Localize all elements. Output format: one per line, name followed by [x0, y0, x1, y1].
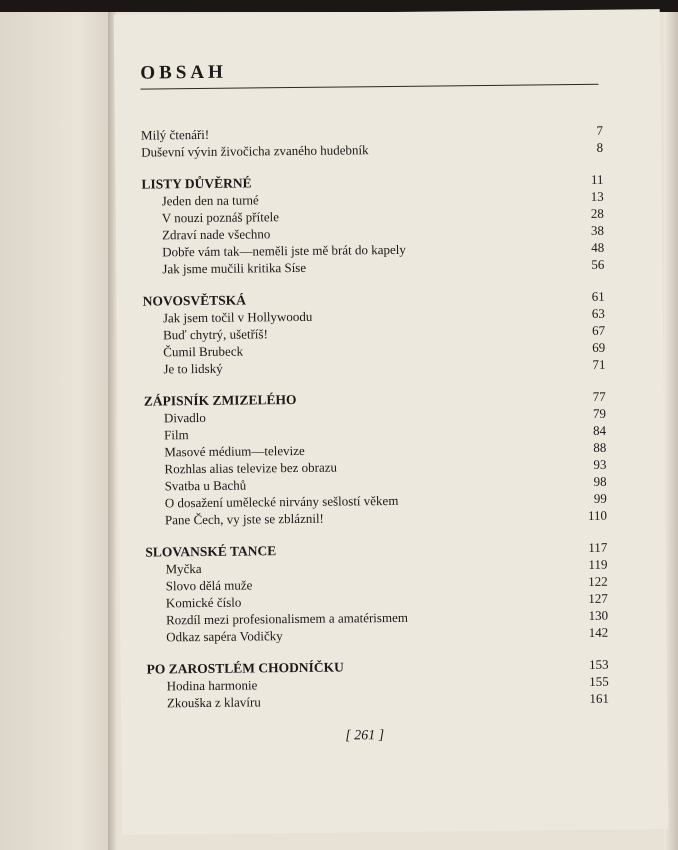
toc-page-number: 77 — [592, 388, 606, 404]
toc-section — [143, 288, 606, 378]
toc-page-number: 13 — [590, 188, 604, 204]
toc-heading-title: SLOVANSKÉ TANCE — [145, 543, 277, 560]
toc-page-number: 67 — [591, 322, 606, 338]
toc-page-number: 38 — [590, 222, 605, 238]
toc-section — [141, 171, 604, 278]
toc-page-number: 98 — [593, 473, 607, 489]
contents-page — [114, 9, 669, 835]
table-of-contents — [141, 122, 609, 727]
toc-page-number: 117 — [588, 539, 608, 555]
toc-page-number: 142 — [588, 624, 609, 640]
toc-entry — [142, 256, 604, 278]
toc-section — [145, 539, 608, 646]
toc-entry-title: Slovo dělá muže — [165, 577, 253, 594]
toc-entry-title: Dobře vám tak—neměli jste mě brát do kapely — [162, 241, 406, 260]
toc-entry-title: O dosažení umělecké nirvány sešlostí věkem — [164, 492, 399, 511]
toc-page-number: 155 — [589, 673, 609, 689]
toc-entry — [143, 356, 605, 378]
toc-page-number: 130 — [588, 607, 609, 623]
toc-page-number: 79 — [592, 405, 606, 421]
toc-page-number: 63 — [591, 305, 605, 321]
toc-heading-title: NOVOSVĚTSKÁ — [142, 292, 247, 309]
toc-page-number: 71 — [592, 356, 606, 372]
toc-page-number: 7 — [596, 122, 604, 138]
toc-entry-title: Zdraví nade všechno — [161, 226, 271, 243]
toc-entry-title: Jeden den na turné — [161, 192, 259, 209]
toc-page-number: 110 — [587, 507, 608, 523]
toc-section — [144, 388, 607, 529]
toc-entry-title: Milý čtenáři! — [140, 126, 210, 143]
toc-page-number: 153 — [588, 656, 609, 672]
toc-entry-title: Rozdíl mezi profesionalismem a amatérismem — [165, 609, 408, 628]
toc-entry-title: Komické číslo — [165, 594, 242, 611]
toc-page-number: 122 — [588, 573, 608, 589]
toc-entry-title: Myčka — [165, 560, 202, 577]
toc-section — [141, 122, 603, 161]
toc-page-number: 61 — [591, 288, 605, 304]
page-title: OBSAH — [140, 61, 227, 84]
toc-page-number: 11 — [590, 171, 604, 187]
toc-page-number: 93 — [593, 456, 607, 472]
toc-page-number: 99 — [593, 490, 607, 506]
toc-entry — [145, 507, 607, 529]
previous-page — [0, 12, 112, 850]
toc-entry-title: Svatba u Bachů — [164, 477, 247, 494]
toc-entry-title: Buď chytrý, ušetříš! — [162, 326, 268, 343]
toc-entry-title: V nouzi poznáš přítele — [161, 209, 280, 226]
toc-page-number: 48 — [591, 239, 605, 255]
toc-entry-title: Film — [164, 427, 189, 443]
toc-page-number: 56 — [591, 256, 605, 272]
page-number: [ 261 ] — [345, 728, 385, 744]
toc-entry-title: Hodina harmonie — [166, 677, 258, 694]
toc-entry-title: Odkaz sapéra Vodičky — [166, 628, 283, 645]
toc-entry-title: Pane Čech, vy jste se zbláznil! — [164, 510, 324, 528]
toc-section — [146, 656, 609, 712]
toc-heading-title: LISTY DŮVĚRNÉ — [141, 175, 252, 192]
toc-entry-title: Je to lidský — [163, 360, 223, 377]
toc-entry-title: Duševní vývin živočicha zvaného hudebník — [141, 142, 369, 160]
toc-entry-title: Masové médium—televize — [164, 442, 305, 460]
toc-page-number: 69 — [592, 339, 606, 355]
toc-entry-title: Zkouška z klavíru — [166, 694, 261, 711]
toc-entry — [147, 690, 609, 712]
toc-page-number: 84 — [593, 422, 607, 438]
toc-entry — [141, 139, 603, 161]
toc-entry-title: Divadlo — [163, 409, 206, 426]
toc-page-number: 127 — [588, 590, 608, 606]
toc-entry — [146, 624, 608, 646]
toc-page-number: 88 — [593, 439, 607, 455]
toc-page-number: 119 — [588, 556, 608, 572]
toc-entry-title: Čumil Brubeck — [163, 343, 244, 360]
toc-heading-title: ZÁPISNÍK ZMIZELÉHO — [143, 391, 297, 409]
toc-entry-title: Jak jsme mučili kritika Síse — [162, 259, 307, 277]
title-rule — [140, 84, 598, 90]
toc-heading-title: PO ZAROSTLÉM CHODNÍČKU — [146, 659, 344, 677]
toc-entry-title: Jak jsem točil v Hollywoodu — [162, 308, 313, 326]
toc-page-number: 28 — [590, 205, 604, 221]
toc-entry-title: Rozhlas alias televize bez obrazu — [164, 459, 338, 477]
toc-page-number: 161 — [589, 690, 609, 706]
toc-page-number: 8 — [596, 139, 604, 155]
